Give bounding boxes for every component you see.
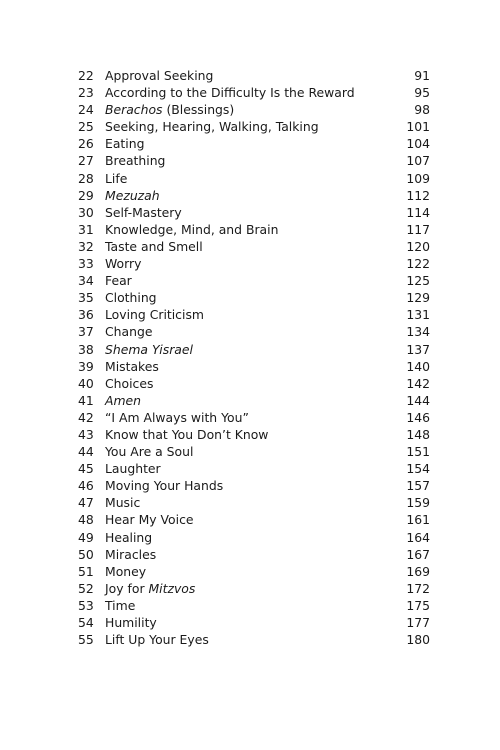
toc-entry <box>78 101 430 118</box>
page-number: 137 <box>406 341 430 357</box>
chapter-title-part: Self-Mastery <box>105 204 182 220</box>
chapter-number: 48 <box>78 512 94 528</box>
toc-entry <box>78 135 430 152</box>
chapter-title-part: Time <box>105 597 136 613</box>
chapter-number: 53 <box>78 597 94 613</box>
toc-entry <box>78 170 430 187</box>
toc-entry <box>78 426 430 443</box>
page-number: 146 <box>406 409 430 425</box>
toc-entry <box>78 580 430 597</box>
toc-entry <box>78 255 430 272</box>
chapter-title <box>105 631 209 648</box>
toc-entry <box>78 477 430 494</box>
chapter-title <box>105 392 141 409</box>
chapter-title <box>105 426 268 443</box>
page-number: 120 <box>406 238 430 254</box>
chapter-title-part: Laughter <box>105 461 161 477</box>
chapter-number: 41 <box>78 392 94 408</box>
page-number: 125 <box>406 273 430 289</box>
page-number: 140 <box>406 358 430 374</box>
page-number: 131 <box>406 307 430 323</box>
chapter-title-italic-part: Mitzvos <box>148 580 196 596</box>
chapter-title-part: Breathing <box>105 153 166 169</box>
page-number: 129 <box>406 290 430 306</box>
chapter-title-italic-part: Mezuzah <box>105 187 160 203</box>
chapter-title <box>105 255 141 272</box>
chapter-title-part: Change <box>105 324 153 340</box>
chapter-number: 50 <box>78 546 94 562</box>
toc-entry <box>78 306 430 323</box>
chapter-title-italic-part: Berachos <box>105 102 163 118</box>
chapter-title <box>105 118 319 135</box>
page-number: 144 <box>406 392 430 408</box>
chapter-number: 34 <box>78 273 94 289</box>
chapter-title-part: Clothing <box>105 290 157 306</box>
page-number: 91 <box>414 68 430 83</box>
toc-entry <box>78 392 430 409</box>
chapter-title-part: Miracles <box>105 546 157 562</box>
toc-entry <box>78 272 430 289</box>
chapter-title <box>105 238 203 255</box>
chapter-number: 30 <box>78 204 94 220</box>
chapter-title <box>105 84 355 101</box>
chapter-title-part: Taste and Smell <box>105 238 203 254</box>
chapter-title <box>105 101 234 118</box>
chapter-title-part: Fear <box>105 273 132 289</box>
chapter-title-part: Humility <box>105 615 157 630</box>
chapter-title-italic-part: Shema Yisrael <box>105 341 193 357</box>
table-of-contents <box>78 67 430 648</box>
chapter-title <box>105 152 165 169</box>
page-number: 142 <box>406 375 430 391</box>
chapter-title <box>105 460 161 477</box>
chapter-number: 27 <box>78 153 94 169</box>
chapter-title-part: Lift Up Your Eyes <box>105 632 209 648</box>
chapter-number: 31 <box>78 221 94 237</box>
toc-entry <box>78 563 430 580</box>
chapter-number: 38 <box>78 341 94 357</box>
page-number: 169 <box>406 563 430 579</box>
chapter-title <box>105 580 195 597</box>
toc-entry <box>78 187 430 204</box>
chapter-number: 33 <box>78 256 94 272</box>
chapter-title-part: Worry <box>105 256 142 272</box>
chapter-number: 47 <box>78 495 94 511</box>
chapter-title <box>105 443 193 460</box>
chapter-number: 42 <box>78 409 94 425</box>
page-number: 112 <box>406 187 430 203</box>
chapter-title-part: Healing <box>105 529 153 545</box>
chapter-title-part: Life <box>105 170 128 186</box>
chapter-number: 52 <box>78 580 94 596</box>
toc-entry <box>78 118 430 135</box>
page-number: 109 <box>406 170 430 186</box>
chapter-number: 46 <box>78 478 94 494</box>
chapter-number: 22 <box>78 68 94 83</box>
page-number: 161 <box>406 512 430 528</box>
chapter-number: 40 <box>78 375 94 391</box>
chapter-title <box>105 323 152 340</box>
toc-entry <box>78 409 430 426</box>
chapter-title-part: You Are a Soul <box>105 444 194 460</box>
chapter-number: 37 <box>78 324 94 340</box>
toc-entry <box>78 289 430 306</box>
toc-entry <box>78 511 430 528</box>
toc-entry <box>78 529 430 546</box>
toc-entry <box>78 341 430 358</box>
toc-entry <box>78 494 430 511</box>
page-number: 107 <box>406 153 430 169</box>
toc-entry <box>78 631 430 648</box>
chapter-number: 39 <box>78 358 94 374</box>
toc-entry <box>78 84 430 101</box>
toc-entry <box>78 443 430 460</box>
page-number: 134 <box>406 324 430 340</box>
chapter-title-part: Loving Criticism <box>105 307 204 323</box>
chapter-number: 55 <box>78 632 94 648</box>
page-number: 101 <box>406 119 430 135</box>
page-number: 157 <box>406 478 430 494</box>
chapter-number: 23 <box>78 85 94 101</box>
toc-entry <box>78 221 430 238</box>
chapter-title-part: Moving Your Hands <box>105 478 224 494</box>
chapter-number: 24 <box>78 102 94 118</box>
page-number: 104 <box>406 136 430 152</box>
chapter-title <box>105 341 193 358</box>
chapter-number: 49 <box>78 529 94 545</box>
page-number: 151 <box>406 444 430 460</box>
page-number: 177 <box>406 615 430 630</box>
chapter-title-part: Music <box>105 495 141 511</box>
chapter-title-part: Know that You Don’t Know <box>105 426 269 442</box>
chapter-title <box>105 529 152 546</box>
toc-entry <box>78 358 430 375</box>
page-number: 98 <box>414 102 430 118</box>
chapter-title <box>105 563 146 580</box>
chapter-title <box>105 546 156 563</box>
chapter-title <box>105 409 249 426</box>
chapter-title <box>105 494 140 511</box>
chapter-number: 54 <box>78 615 94 630</box>
page-number: 167 <box>406 546 430 562</box>
chapter-title-part: Seeking, Hearing, Walking, Talking <box>105 119 319 135</box>
chapter-title <box>105 614 157 631</box>
chapter-title <box>105 170 127 187</box>
toc-entry <box>78 597 430 614</box>
page-number: 117 <box>406 221 430 237</box>
page-number: 122 <box>406 256 430 272</box>
chapter-title-part: “I Am Always with You” <box>105 409 249 425</box>
page-number: 159 <box>406 495 430 511</box>
chapter-number: 36 <box>78 307 94 323</box>
chapter-title <box>105 358 159 375</box>
toc-entry <box>78 614 430 631</box>
toc-entry <box>78 546 430 563</box>
page-number: 164 <box>406 529 430 545</box>
chapter-number: 28 <box>78 170 94 186</box>
chapter-title <box>105 187 160 204</box>
page-number: 154 <box>406 461 430 477</box>
chapter-title <box>105 375 153 392</box>
chapter-title-part: Joy for <box>105 580 149 596</box>
page-number: 172 <box>406 580 430 596</box>
toc-entry <box>78 238 430 255</box>
page-number: 148 <box>406 426 430 442</box>
chapter-number: 32 <box>78 238 94 254</box>
page-number: 180 <box>406 632 430 648</box>
toc-entry <box>78 323 430 340</box>
chapter-number: 35 <box>78 290 94 306</box>
page-number: 95 <box>414 85 430 101</box>
chapter-number: 44 <box>78 444 94 460</box>
toc-entry <box>78 67 430 84</box>
toc-entry <box>78 152 430 169</box>
chapter-title <box>105 204 182 221</box>
chapter-title-part: Knowledge, Mind, and Brain <box>105 221 279 237</box>
chapter-title-part: Approval Seeking <box>105 68 214 83</box>
chapter-title-part: (Blessings) <box>162 102 235 118</box>
toc-entry <box>78 204 430 221</box>
chapter-title <box>105 67 213 84</box>
chapter-title <box>105 221 278 238</box>
chapter-number: 25 <box>78 119 94 135</box>
page-number: 175 <box>406 597 430 613</box>
chapter-title-part: Choices <box>105 375 154 391</box>
chapter-title <box>105 272 132 289</box>
chapter-title-part: Mistakes <box>105 358 159 374</box>
chapter-title-part: Hear My Voice <box>105 512 194 528</box>
chapter-number: 45 <box>78 461 94 477</box>
chapter-number: 43 <box>78 426 94 442</box>
toc-entry <box>78 375 430 392</box>
chapter-title-part: Money <box>105 563 147 579</box>
chapter-title <box>105 597 135 614</box>
page-number: 114 <box>406 204 430 220</box>
chapter-title-part: According to the Difficulty Is the Reward <box>105 85 355 101</box>
toc-entry <box>78 460 430 477</box>
chapter-title <box>105 289 157 306</box>
chapter-number: 26 <box>78 136 94 152</box>
chapter-title <box>105 306 204 323</box>
chapter-title-part: Eating <box>105 136 145 152</box>
chapter-number: 51 <box>78 563 94 579</box>
chapter-title <box>105 477 223 494</box>
chapter-title-italic-part: Amen <box>105 392 142 408</box>
chapter-title <box>105 511 194 528</box>
chapter-title <box>105 135 144 152</box>
chapter-number: 29 <box>78 187 94 203</box>
